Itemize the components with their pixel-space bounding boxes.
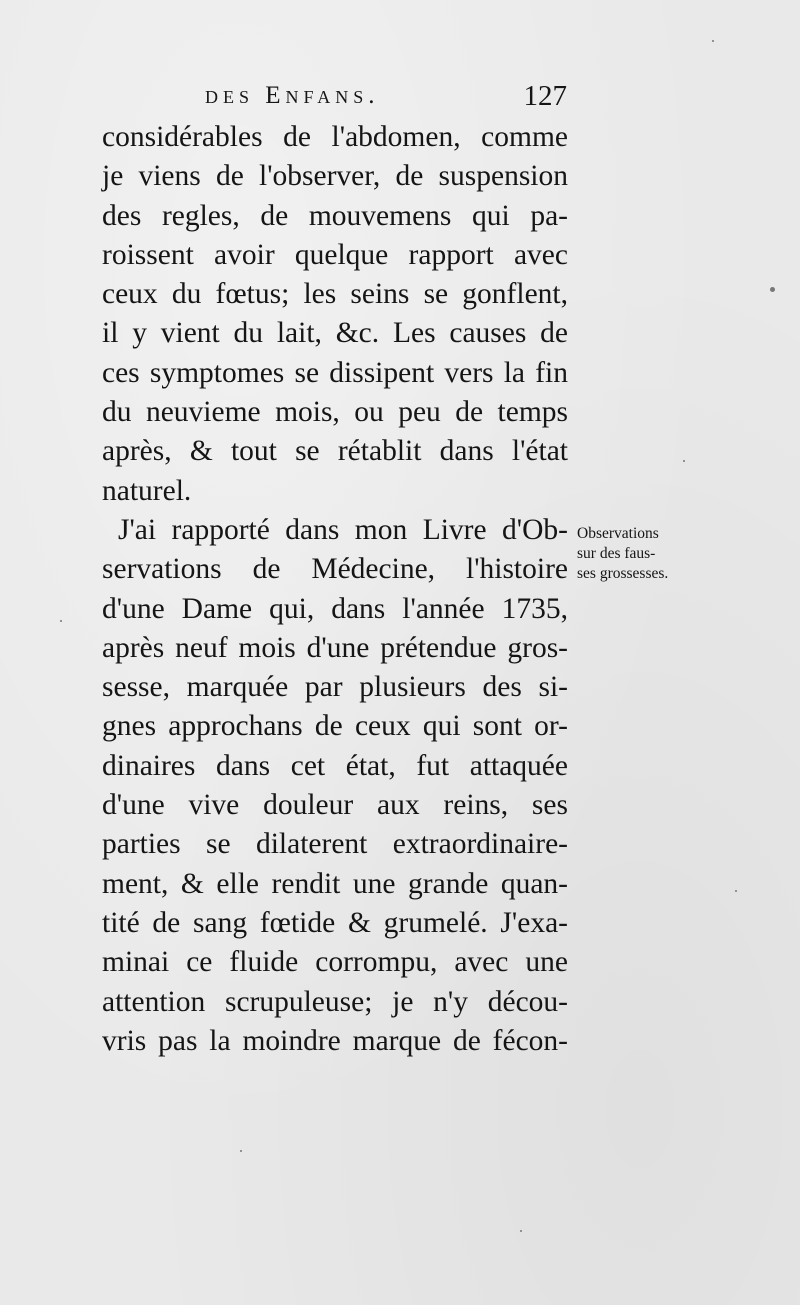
text-line: servations de Médecine, l'histoire bbox=[102, 553, 568, 586]
text-line: minai ce fluide corrompu, avec une bbox=[102, 946, 568, 979]
paragraph bbox=[102, 511, 568, 1061]
text-line: il y vient du lait, &c. Les causes de bbox=[102, 317, 568, 350]
page-number: 127 bbox=[523, 80, 567, 112]
text-line: vris pas la moindre marque de fécon- bbox=[102, 1024, 568, 1057]
marginal-note-line: Observations bbox=[577, 525, 659, 542]
text-line: après, & tout se rétablit dans l'état bbox=[102, 435, 568, 468]
running-title: des Enfans. bbox=[205, 82, 380, 109]
text-line: considérables de l'abdomen, comme bbox=[102, 121, 568, 153]
text-line: d'une Dame qui, dans l'année 1735, bbox=[102, 592, 568, 625]
text-line: gnes approchans de ceux qui sont or- bbox=[102, 710, 568, 743]
text-line: des regles, de mouvemens qui pa- bbox=[102, 199, 568, 232]
marginal-note-line: ses grossesses. bbox=[577, 565, 669, 582]
text-line: attention scrupuleuse; je n'y décou- bbox=[102, 985, 568, 1018]
text-line: du neuvieme mois, ou peu de temps bbox=[102, 396, 568, 429]
text-line: d'une vive douleur aux reins, ses bbox=[102, 789, 568, 822]
text-line: J'ai rapporté dans mon Livre d'Ob- bbox=[118, 513, 568, 546]
text-line: sesse, marquée par plusieurs des si- bbox=[102, 671, 568, 704]
text-line: ces symptomes se dissipent vers la fin bbox=[102, 356, 568, 389]
page-header bbox=[205, 74, 567, 118]
text-line: naturel. bbox=[102, 474, 192, 507]
text-line: tité de sang fœtide & grumelé. J'exa- bbox=[102, 906, 568, 939]
marginal-note bbox=[577, 524, 697, 584]
text-line: roissent avoir quelque rapport avec bbox=[102, 238, 568, 271]
text-line: parties se dilaterent extraordinaire- bbox=[102, 828, 568, 861]
text-line: après neuf mois d'une prétendue gros- bbox=[102, 631, 568, 664]
body-text bbox=[102, 118, 568, 1061]
text-line: ceux du fœtus; les seins se gonflent, bbox=[102, 278, 568, 311]
marginal-note-line: sur des faus- bbox=[577, 545, 656, 562]
text-line: ment, & elle rendit une grande quan- bbox=[102, 867, 568, 900]
text-line: je viens de l'observer, de suspension bbox=[102, 160, 568, 193]
text-line: dinaires dans cet état, fut attaquée bbox=[102, 749, 568, 782]
paragraph bbox=[102, 118, 568, 511]
